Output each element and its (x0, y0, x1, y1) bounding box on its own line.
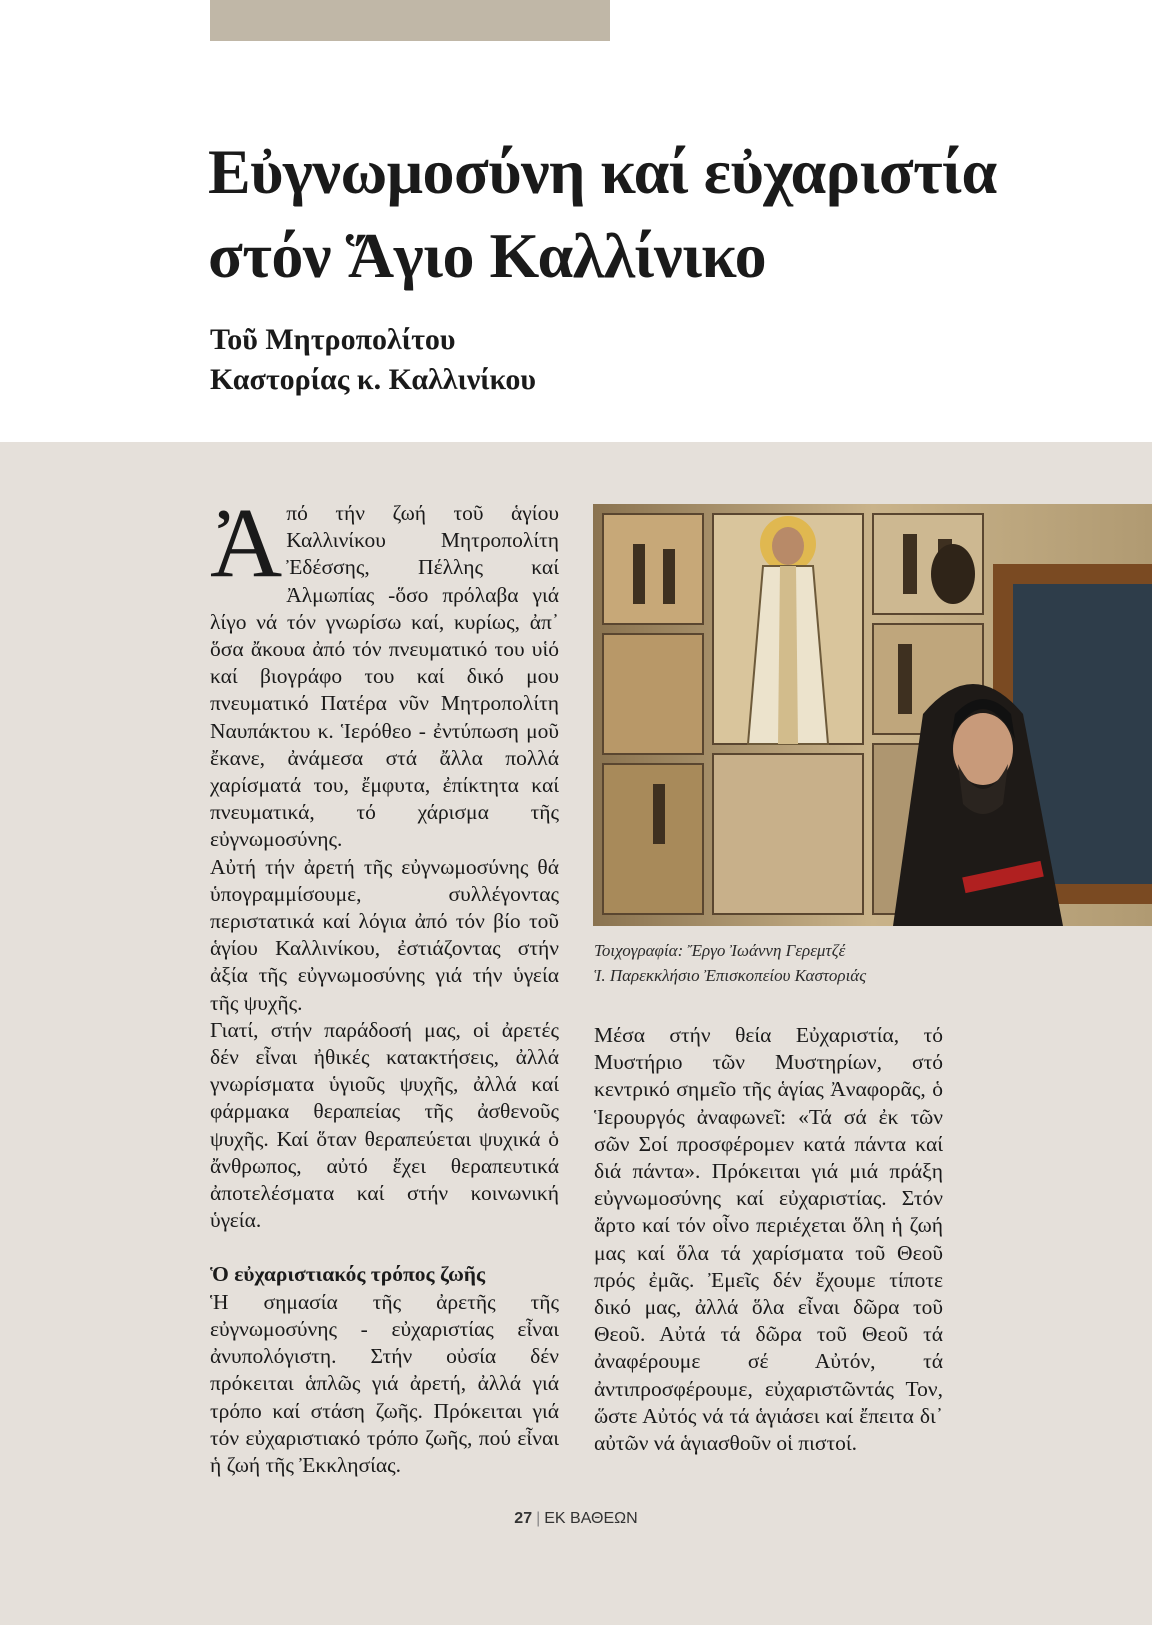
left-text-column (210, 487, 559, 1479)
page-number: 27 (514, 1510, 533, 1527)
photo-caption (594, 938, 994, 988)
fresco-photo (593, 504, 1152, 926)
right-paragraph-1: Μέσα στήν θεία Εὐχαριστία, τό Μυστήριο τῶν Μυστηρίων, στό κεντρικό σημεῖο τῆς ἁγίας Ἀναφορᾶς, ὁ Ἱερουργός ἀναφωνεῖ: «Τά σά ἐκ τῶν σῶν Σοί προσφέρομεν κατά πάντα καί διά πάντα». Πρόκειται γιά μιά πράξη εὐγνωμοσύνης καί εὐχαριστίας. Στόν ἄρτο καί τόν οἶνο περιέχεται ὅλη ἡ ζωή μας καί ὅλα τά χαρίσματα τοῦ Θεοῦ πρός ἐμᾶς. Ἐμεῖς δέν ἔχουμε τίποτε δικό μας, ἀλλά ὅλα εἶναι δῶρα τοῦ Θεοῦ. Αὐτά τά δῶρα τοῦ Θεοῦ τά ἀναφέρουμε σέ Αὐτόν, τά ἀντιπροσφέρουμε, εὐχαριστῶντάς Τον, ὥστε Αὐτός νά τά ἁγιάσει καί ἔπειτα δι᾽ αὐτῶν νά ἁγιασθοῦν οἱ πιστοί. (594, 1023, 943, 1456)
paragraph-2: Αὐτή τήν ἀρετή τῆς εὐγνωμοσύνης θά ὑπογραμμίσουμε, συλλέγοντας περιστατικά καί λόγια ἀπό τόν βίο τοῦ ἁγίου Καλλινίκου, ἐστιάζοντας στήν ἀξία τῆς εὐγνωμοσύνης γιά τήν ὑγεία τῆς ψυχῆς. (210, 854, 559, 1015)
article-author (210, 320, 810, 400)
fresco-photo-illustration (593, 504, 1152, 926)
title-line-1: Εὐγνωμοσύνη καί εὐχαριστία (208, 136, 997, 207)
page-footer (0, 1510, 1152, 1528)
drop-cap: Ἀ (210, 487, 283, 598)
footer-separator: | (536, 1510, 541, 1527)
header-accent-bar (210, 0, 610, 41)
caption-line-2: Ἱ. Παρεκκλήσιο Ἐπισκοπείου Καστοριάς (594, 966, 867, 985)
author-line-1: Τοῦ Μητροπολίτου (210, 323, 456, 356)
publication-name: ΕΚ ΒΑΘΕΩΝ (544, 1510, 638, 1527)
article-title (208, 130, 1108, 298)
caption-line-1: Τοιχογραφία: Ἔργο Ἰωάννη Γερεμτζέ (594, 941, 846, 960)
right-text-column (594, 1022, 943, 1457)
paragraph-1-text: πό τήν ζωή τοῦ ἁγίου Καλλινίκου Μητροπολίτη Ἐδέσσης, Πέλλης καί Ἀλμωπίας -ὅσο πρόλαβα γιά λίγο νά τόν γνωρίσω καί, κυρίως, ἀπ᾽ ὅσα ἄκουα ἀπό τόν πνευματικό του υἱό καί βιογράφο του καί δικό μου πνευματικό Πατέρα νῦν Μητροπολίτη Ναυπάκτου κ. Ἱερόθεο - ἐντύπωση μοῦ ἔκανε, ἀνάμεσα στά ἄλλα πολλά χαρίσματά του, ἔμφυτα, ἐπίκτητα καί πνευματικά, τό χάρισμα τῆς εὐγνωμοσύνης. (210, 501, 559, 852)
paragraph-1 (210, 487, 559, 854)
section-subheading: Ὁ εὐχαριστιακός τρόπος ζωῆς (210, 1262, 486, 1287)
paragraph-4: Ἡ σημασία τῆς ἀρετῆς τῆς εὐγνωμοσύνης - εὐχαριστίας εἶναι ἀνυπολόγιστη. Στήν οὐσία δέν πρόκειται ἁπλῶς γιά ἀρετή, ἀλλά γιά τρόπο καί στάση ζωῆς. Πρόκειται γιά τόν εὐχαριστιακό τρόπο ζωῆς, πού εἶναι ἡ ζωή τῆς Ἐκκλησίας. (210, 1289, 559, 1477)
title-line-2: στόν Ἅγιο Καλλίνικο (208, 220, 767, 291)
author-line-2: Καστορίας κ. Καλλινίκου (210, 363, 536, 396)
paragraph-3: Γιατί, στήν παράδοσή μας, οἱ ἀρετές δέν εἶναι ἠθικές κατακτήσεις, ἀλλά γνωρίσματα ὑγιοῦς ψυχῆς, ἀλλά καί φάρμακα θεραπείας τῆς ἀσθενοῦς ψυχῆς. Καί ὅταν θεραπεύεται ψυχικά ὁ ἄνθρωπος, αὐτό ἔχει θεραπευτικά ἀποτελέσματα καί στήν κοινωνική ὑγεία. (210, 1017, 559, 1233)
